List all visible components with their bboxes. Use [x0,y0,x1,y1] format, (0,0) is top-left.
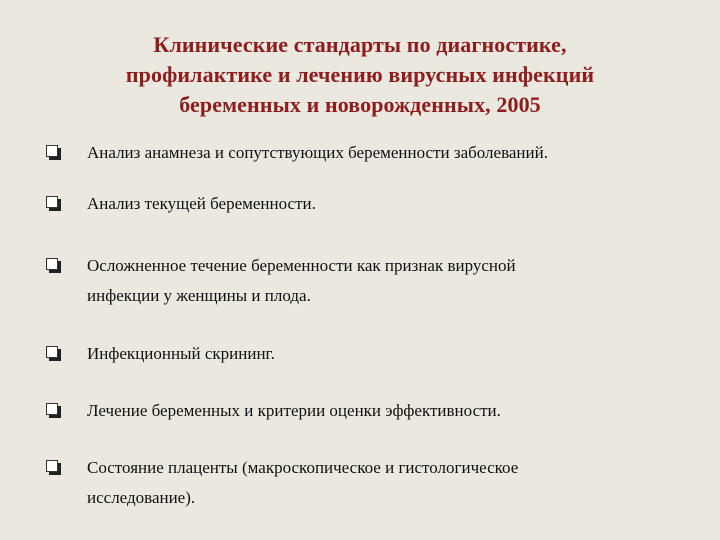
bullet-text [87,339,677,369]
square-bullet-icon [46,145,58,157]
bullet-line: Состояние плаценты (макроскопическое и гистологическое [87,458,519,477]
slide-title [60,30,660,120]
bullet-text [87,453,677,513]
bullet-line: исследование). [87,488,196,507]
bullet-text [87,138,677,168]
bullet-line: Анализ анамнеза и сопутствующих беременности заболеваний. [87,143,548,162]
title-line-2: профилактике и лечению вирусных инфекций [125,62,595,87]
square-bullet-icon [46,196,58,208]
square-bullet-icon [46,258,58,270]
bullet-text [87,396,677,426]
title-line-3: беременных и новорожденных, 2005 [179,92,541,117]
bullet-line: инфекции у женщины и плода. [87,286,311,305]
bullet-line: Анализ текущей беременности. [87,194,316,213]
bullet-line: Лечение беременных и критерии оценки эффективности. [87,401,501,420]
square-bullet-icon [46,460,58,472]
bullet-line: Осложненное течение беременности как признак вирусной [87,256,516,275]
square-bullet-icon [46,346,58,358]
bullet-line: Инфекционный скрининг. [87,344,275,363]
bullet-text [87,251,677,311]
bullet-text [87,189,677,219]
square-bullet-icon [46,403,58,415]
title-line-1: Клинические стандарты по диагностике, [153,32,567,57]
